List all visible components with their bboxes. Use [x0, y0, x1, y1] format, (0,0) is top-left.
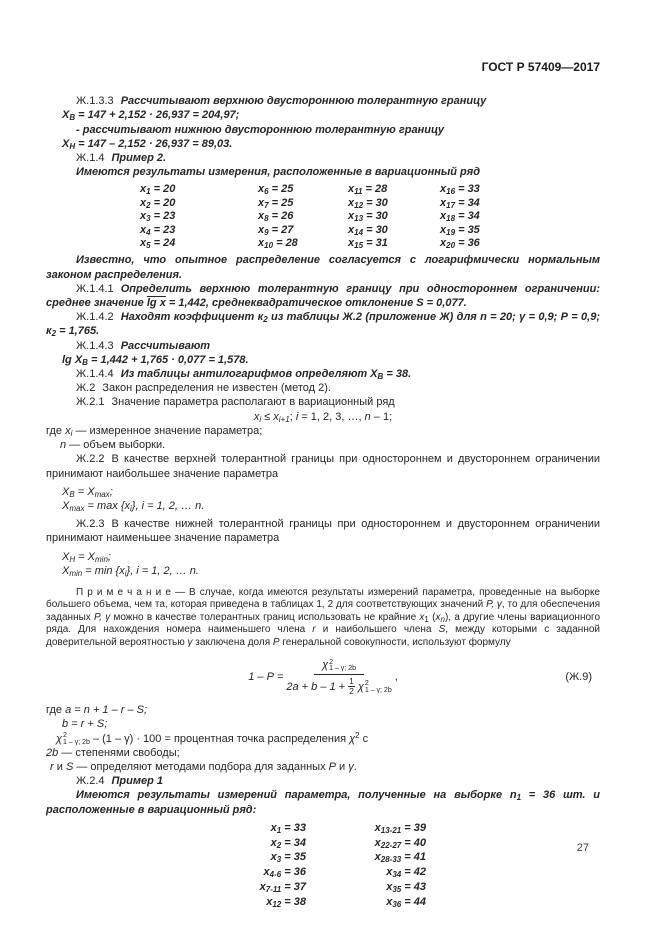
- definition-b: b = r + S;: [62, 718, 108, 731]
- formula-xb-equals-xmax: $Х_В = Х_{max}$;: [62, 485, 113, 499]
- clause-zh-2-1: Ж.2.1 Значение параметра располагают в вариационный ряд: [76, 396, 395, 409]
- series-value: $x_{28-33} = 41$: [374, 851, 426, 865]
- series-value: $x_{15} = 31$: [348, 237, 388, 251]
- clause-zh-1-4-2: Ж.1.4.2 Находят коэффициент $к_2$ из таблицы Ж.2 (приложение Ж) для n = 20; γ = 0,9; Р = 0,9; $к_2 = 1,765$.: [46, 311, 600, 339]
- definition-chi-squared: χ 2 1 – γ; 2b – (1 – γ) · 100 = процентная точка распределения $\chi^2$ с: [56, 730, 369, 746]
- series-value: $x_8 = 26$: [258, 210, 294, 224]
- clause-zh-1-4: Ж.1.4 Пример 2.: [76, 152, 167, 165]
- clause-zh-2-3: Ж.2.3 В качестве нижней толерантной границы при одностороннем и двустороннем ограничении принимают наименьшее значение параметра: [46, 518, 600, 545]
- series-value: $x_{34} = 42$: [386, 866, 426, 880]
- definition-2b: 2b — степенями свободы;: [46, 746, 180, 759]
- variation-series-table-2: [188, 821, 600, 910]
- formula-xh-equals-xmin: $Х_Н = Х_{min}$;: [62, 550, 111, 564]
- series-value: $x_{16} = 33$: [440, 183, 480, 197]
- series-value: $x_{35} = 43$: [386, 880, 426, 894]
- formula-xmin-definition: $Х_{min} = \min \{х_i\}$, i = 1, 2, … n.: [62, 564, 199, 578]
- series-value: $x_6 = 25$: [258, 183, 294, 197]
- chi-squared-symbol: χ 2 1 – γ; 2b: [322, 658, 356, 673]
- text-example1-intro: Имеются результаты измерений параметра, полученные на выборке $n_1 = 36$ шт. и расположенные в вариационный ряд:: [46, 789, 600, 816]
- series-value: $x_{14} = 30$: [348, 223, 388, 237]
- definition-a: где a = n + 1 – r – S;: [46, 704, 148, 717]
- series-value: $x_{12} = 38$: [266, 895, 306, 909]
- series-value: $x_1 = 33$: [270, 821, 306, 835]
- variation-series-condition-formula: $x_i \le x_{i+1}$; i = 1, 2, 3, …, n – 1;: [253, 410, 393, 424]
- chi-squared-symbol: χ 2 1 – γ; 2b: [56, 732, 90, 746]
- clause-zh-2-2: Ж.2.2 В качестве верхней толерантной границы при одностороннем и двустороннем ограничении принимают наибольшее значение параметра: [46, 453, 600, 480]
- formula-upper-bound-value: $Х_В = 147 + 2,152 \cdot 26,937 = 204,97$;: [62, 109, 240, 123]
- series-value: $x_{4-6} = 36$: [263, 866, 306, 880]
- formula-zh9: 1 – Р = χ 2 1 – γ; 2b 2a + b – 1 + $\frac{1}{2}$ χ 2 1 – γ; 2b , (Ж.9): [248, 658, 592, 697]
- series-value: $x_4 = 23$: [140, 223, 176, 237]
- clause-zh-1-4-1: Ж.1.4.1 Определить верхнюю толерантную границу при одностороннем ограничении: среднее значение lg x = 1,442, среднеквадратическое отклонение S = 0,077.: [46, 282, 600, 310]
- clause-zh-2-4: Ж.2.4 Пример 1: [76, 775, 164, 788]
- variation-series-table-1: [140, 183, 600, 250]
- series-value: $x_5 = 24$: [140, 237, 176, 251]
- clause-zh-1-4-4: Ж.1.4.4 Из таблицы антилогарифмов определяют $Х_В = 38$.: [76, 368, 412, 382]
- page-number: 27: [576, 842, 589, 854]
- series-value: $x_3 = 35$: [270, 851, 306, 865]
- series-value: $x_{12} = 30$: [348, 196, 388, 210]
- clause-zh-1-3-3: Ж.1.3.3 Рассчитывают верхнюю двустороннюю толерантную границу: [76, 95, 487, 108]
- definition-r-s: r и S — определяют методами подбора для заданных Р и γ.: [50, 760, 357, 773]
- formula-lower-bound-value: $Х_Н = 147 - 2,152 \cdot 26,937 = 89,03$.: [62, 137, 233, 151]
- series-value: $x_{11} = 28$: [348, 183, 388, 197]
- series-value: $x_{22-27} = 40$: [374, 836, 426, 850]
- series-value: $x_{19} = 35$: [440, 223, 480, 237]
- series-value: $x_{13-21} = 39$: [374, 821, 426, 835]
- series-value: $x_2 = 34$: [270, 836, 306, 850]
- series-value: $x_{17} = 34$: [440, 196, 480, 210]
- doc-code-header: ГОСТ Р 57409—2017: [481, 60, 600, 74]
- text-lognormal-law: Известно, что опытное распределение согласуется с логарифмически нормальным законом распределения.: [46, 254, 600, 281]
- fraction: χ 2 1 – γ; 2b 2a + b – 1 + $\frac{1}{2}$ χ 2 1 – γ; 2b: [286, 658, 392, 697]
- note-paragraph: П р и м е ч а н и е — В случае, когда имеются результаты измерений параметра, проведенные на выборке большего объема, чем та, которая приведена в таблицах 1, 2 для соответствующих значений Р, γ, то для обеспечения заданных Р, γ можно в качестве толерантных границ использовать не крайние $х_1$ $(х_n)$, а другие члены вариационного ряда. Для нахождения номера наименьшего члена r и наибольшего члена S, между которыми с заданной доверительной вероятностью γ заключена доля Р генеральной совокупности, используют формулу: [46, 586, 601, 648]
- formula-xmax-definition: $Х_{max} = \max \{х_i\}$, i = 1, 2, … n.: [62, 499, 205, 513]
- series-value: $x_2 = 20$: [140, 196, 176, 210]
- series-value: $x_9 = 27$: [258, 223, 294, 237]
- text-lower-bound-intro: - рассчитывают нижнюю двустороннюю толерантную границу: [76, 123, 445, 136]
- definition-xi: где $x_i$ — измеренное значение параметра;: [46, 424, 263, 438]
- series-value: $x_7 = 25$: [258, 196, 294, 210]
- formula-lg-xb: $\lg Х_В = 1,442 + 1,765 \cdot 0,077 = 1,578$.: [62, 353, 249, 367]
- clause-zh-1-4-3: Ж.1.4.3 Рассчитывают: [76, 339, 211, 352]
- series-value: $x_{36} = 44$: [386, 895, 426, 909]
- formula-number-label: (Ж.9): [565, 670, 592, 683]
- text-example2-intro: Имеются результаты измерения, расположенные в вариационный ряд: [76, 166, 481, 179]
- series-value: $x_3 = 23$: [140, 210, 176, 224]
- series-value: $x_{10} = 28$: [258, 237, 298, 251]
- one-half-fraction: $\frac{1}{2}$: [349, 676, 354, 697]
- series-value: $x_1 = 20$: [140, 183, 176, 197]
- series-value: $x_{20} = 36$: [440, 237, 480, 251]
- definition-n: n — объем выборки.: [60, 439, 166, 452]
- clause-zh-2: Ж.2 Закон распределения не известен (метод 2).: [76, 382, 331, 395]
- series-value: $x_{18} = 34$: [440, 210, 480, 224]
- chi-squared-symbol: χ 2 1 – γ; 2b: [357, 680, 392, 694]
- series-value: $x_{7-11} = 37$: [259, 880, 306, 894]
- series-value: $x_{13} = 30$: [348, 210, 388, 224]
